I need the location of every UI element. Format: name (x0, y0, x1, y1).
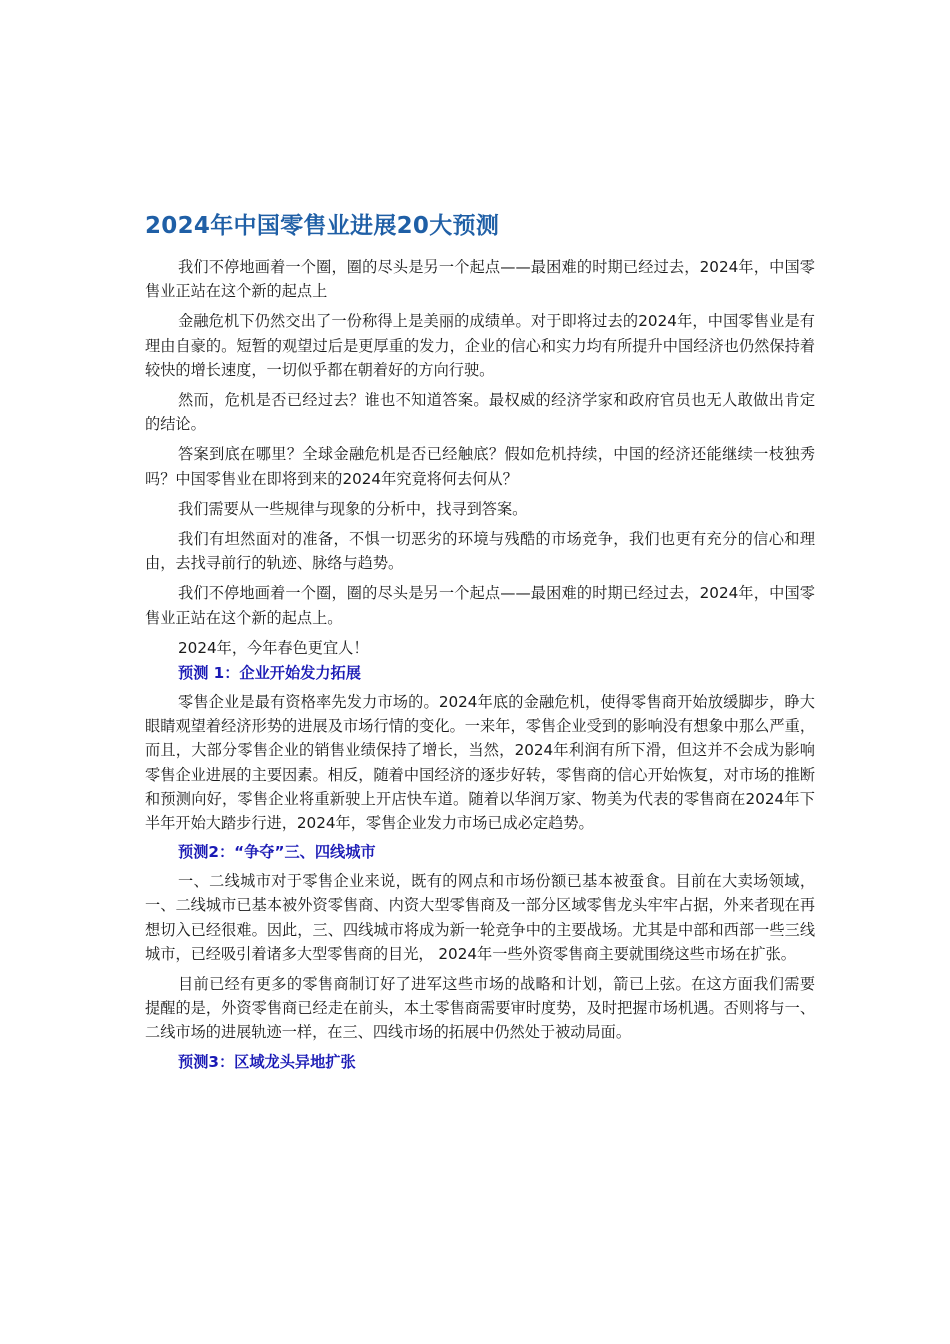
section-paragraph: 零售企业是最有资格率先发力市场的。2024年底的金融危机，使得零售商开始放缓脚步，睁大眼睛观望着经济形势的进展及市场行情的变化。一来年，零售企业受到的影响没有想象中那么严重，而且，大部分零售企业的销售业绩保持了增长，当然，2024年利润有所下滑，但这并不会成为影响零售企业进展的主要因素。相反，随着中国经济的逐步好转，零售商的信心开始恢复，对市场的推断和预测向好，零售企业将重新驶上开店快车道。随着以华润万家、物美为代表的零售商在2024年下半年开始大踏步行进，2024年，零售企业发力市场已成必定趋势。 (145, 693, 815, 833)
section-heading: 预测2：“争夺”三、四线城市 (178, 843, 376, 862)
document-page (145, 0, 815, 1344)
intro-paragraph: 金融危机下仍然交出了一份称得上是美丽的成绩单。对于即将过去的2024年，中国零售业是有理由自豪的。短暂的观望过后是更厚重的发力，企业的信心和实力均有所提升中国经济也仍然保持着较快的增长速度，一切似乎都在朝着好的方向行驶。 (145, 312, 815, 379)
section-heading: 预测3：区域龙头异地扩张 (178, 1052, 356, 1071)
section-paragraph: 目前已经有更多的零售商制订好了进军这些市场的战略和计划，箭已上弦。在这方面我们需要提醒的是，外资零售商已经走在前头，本土零售商需要审时度势，及时把握市场机遇。否则将与一、二线市场的进展轨迹一样，在三、四线市场的拓展中仍然处于被动局面。 (145, 975, 815, 1042)
intro-paragraph: 2024年，今年春色更宜人！ (178, 638, 369, 657)
intro-paragraph: 我们需要从一些规律与现象的分析中，找寻到答案。 (178, 499, 528, 518)
document-body (145, 255, 815, 1079)
section-paragraph: 一、二线城市对于零售企业来说，既有的网点和市场份额已基本被蚕食。目前在大卖场领域，一、二线城市已基本被外资零售商、内资大型零售商及一部分区域零售龙头牢牢占据，外来者现在再想切入已经很难。因此，三、四线城市将成为新一轮竞争中的主要战场。尤其是中部和西部一些三线城市，已经吸引着诸多大型零售商的目光， 2024年一些外资零售商主要就围绕这些市场在扩张。 (145, 872, 815, 963)
section-heading: 预测 1：企业开始发力拓展 (178, 664, 361, 683)
document-title: 2024年中国零售业进展20大预测 (145, 213, 500, 239)
intro-paragraph: 我们不停地画着一个圈，圈的尽头是另一个起点——最困难的时期已经过去，2024年，中国零售业正站在这个新的起点上 (145, 258, 815, 301)
intro-paragraph: 我们有坦然面对的准备，不惧一切恶劣的环境与残酷的市场竞争，我们也更有充分的信心和理由，去找寻前行的轨迹、脉络与趋势。 (145, 530, 815, 573)
intro-paragraph: 然而，危机是否已经过去？谁也不知道答案。最权威的经济学家和政府官员也无人敢做出肯定的结论。 (145, 391, 815, 434)
intro-paragraph: 答案到底在哪里？全球金融危机是否已经触底？假如危机持续，中国的经济还能继续一枝独秀吗？中国零售业在即将到来的2024年究竟将何去何从？ (145, 445, 815, 488)
intro-paragraph: 我们不停地画着一个圈，圈的尽头是另一个起点——最困难的时期已经过去，2024年，中国零售业正站在这个新的起点上。 (145, 584, 815, 627)
